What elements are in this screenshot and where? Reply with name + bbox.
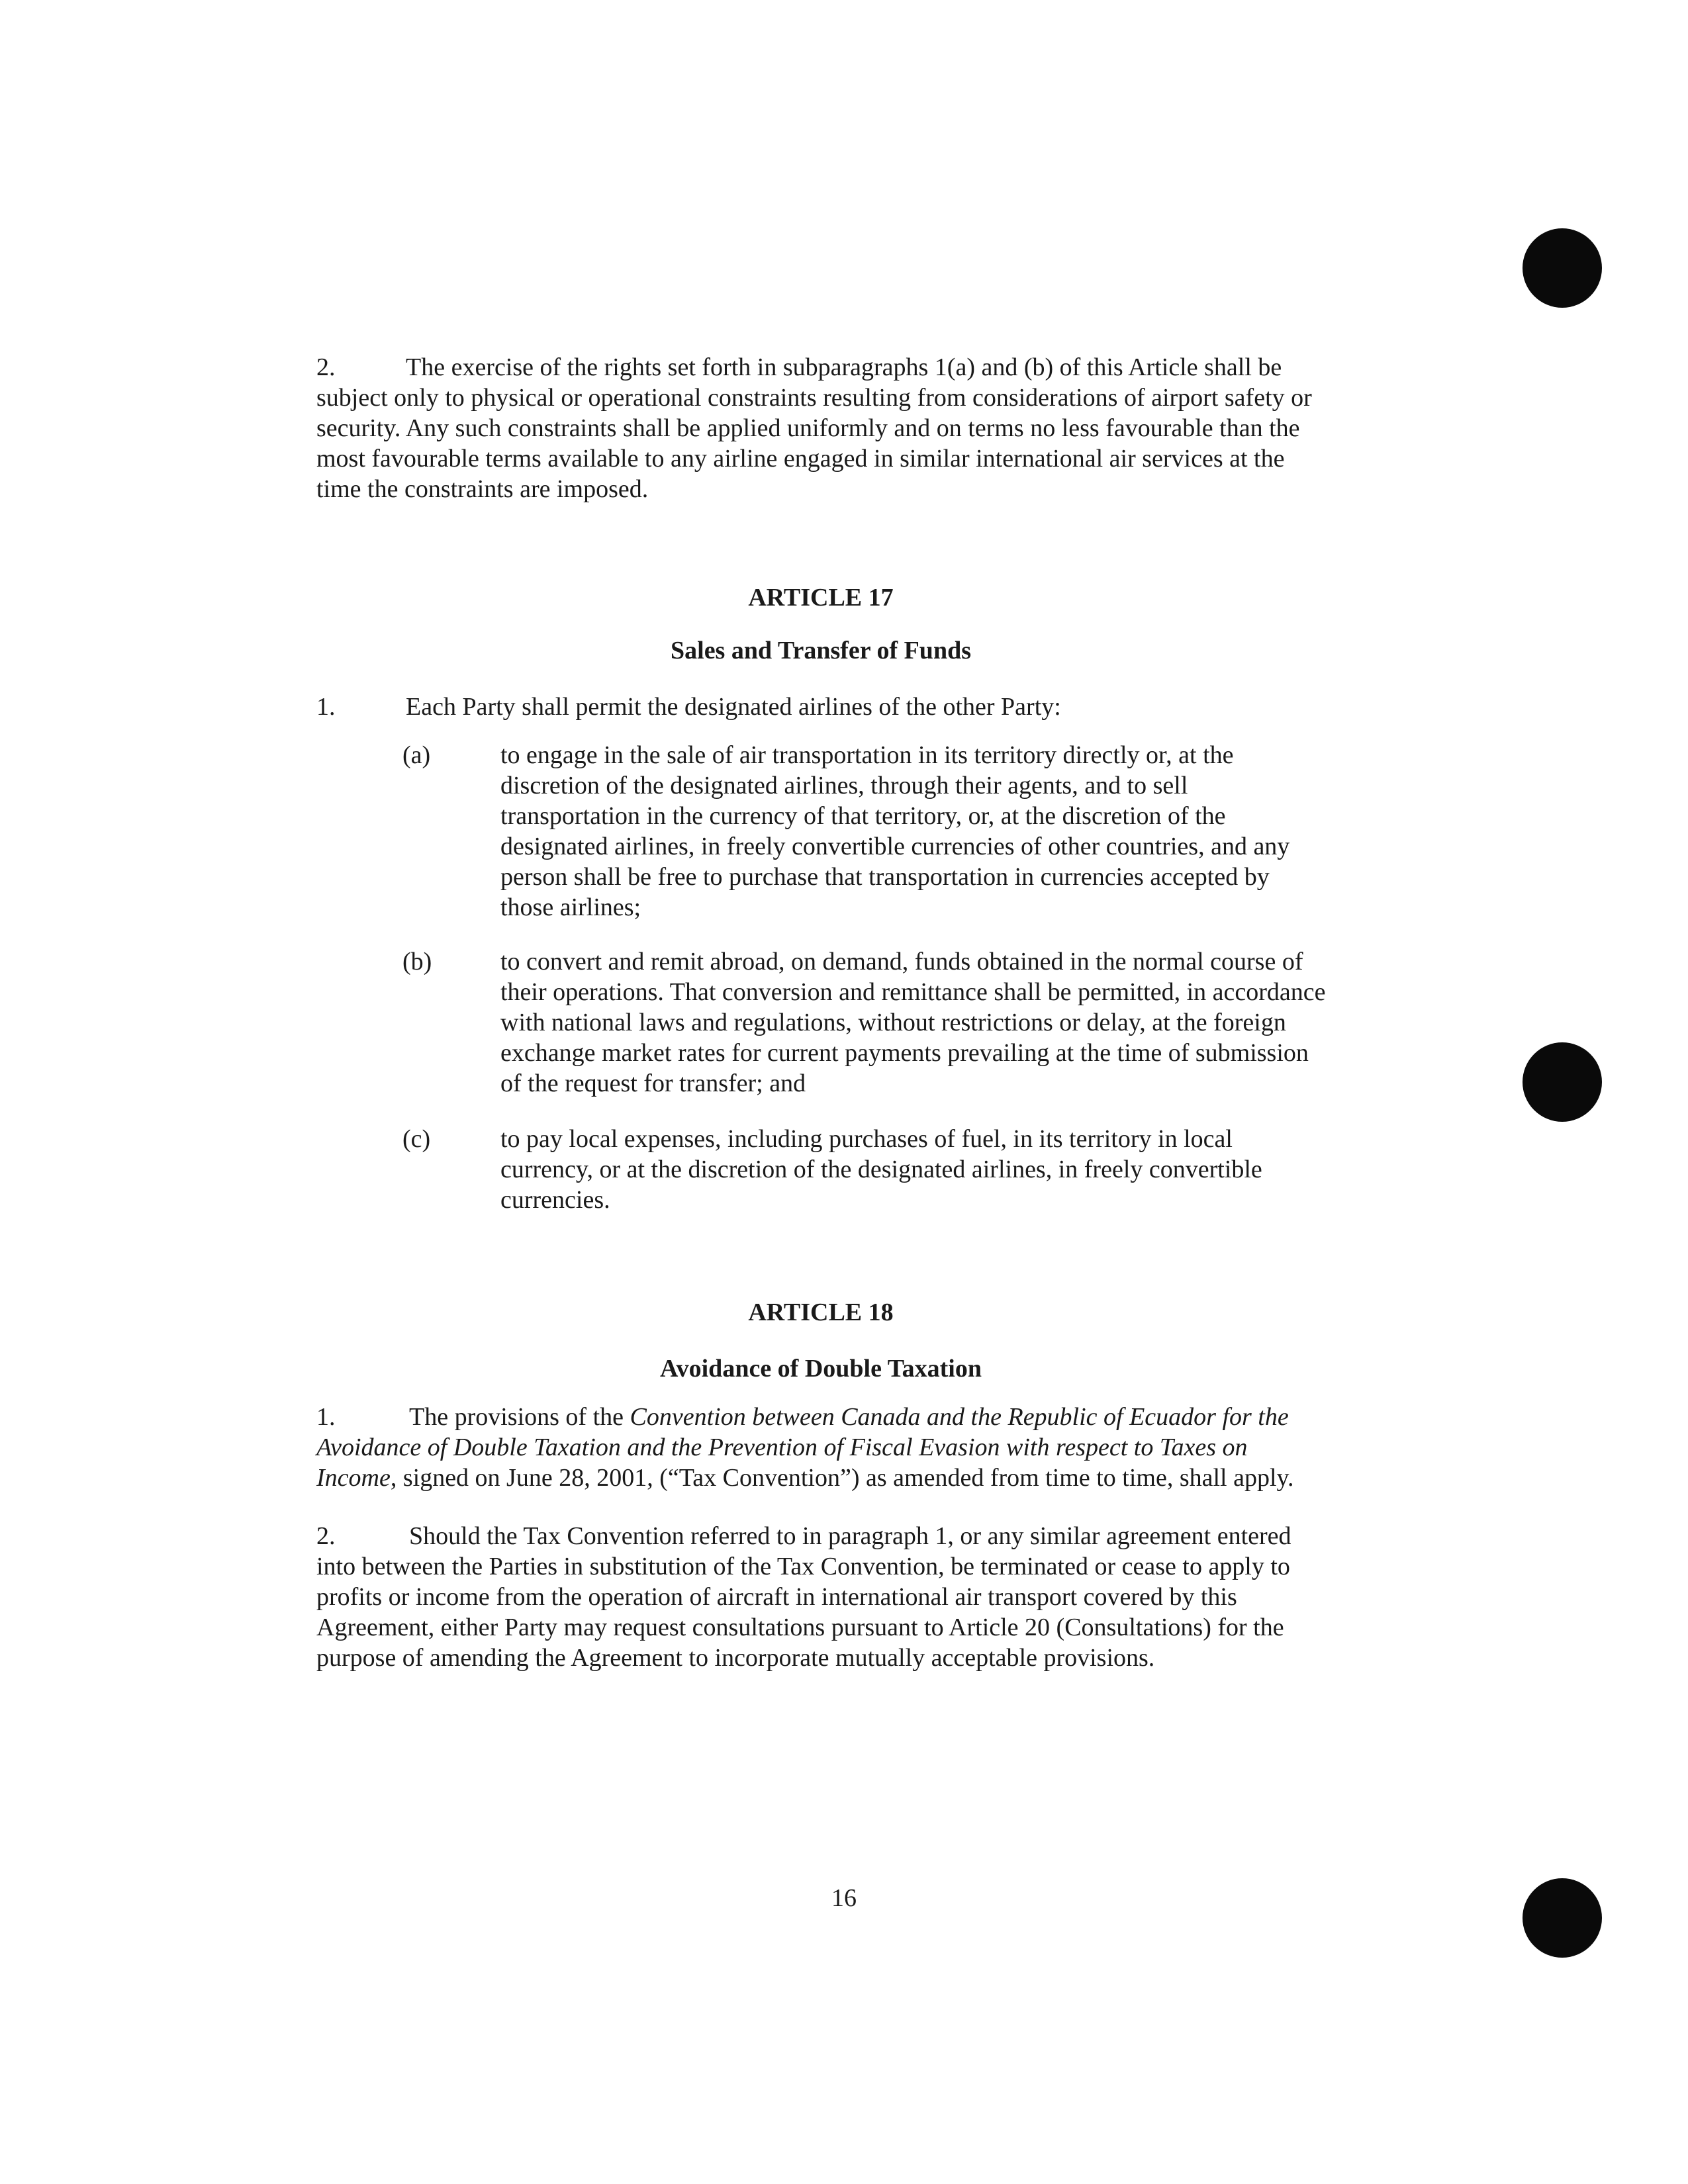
paragraph-text-after: , signed on June 28, 2001, (“Tax Convention”) as amended from time to time, shall apply. — [390, 1464, 1294, 1492]
subparagraph-text: to engage in the sale of air transportation in its territory directly or, at the discretion of the designated airlines, through their agents, and to sell transportation in the currency of that territory, or, at the discretion of the designated airlines, in freely convertible currencies of other countries, and any person shall be free to purchase that transportation in currencies accepted by those airlines; — [500, 741, 1290, 921]
paragraph-number: 1. — [316, 693, 336, 721]
punch-hole — [1523, 1042, 1602, 1122]
paragraph-text: Should the Tax Convention referred to in paragraph 1, or any similar agreement entered into between the Parties in substitution of the Tax Convention, be terminated or cease to apply to profits or income from the operation of aircraft in international air transport covered by this Agreement, either Party may request consultations pursuant to Article 20 (Consultations) for the purpose of amending the Agreement to incorporate mutually acceptable provisions. — [316, 1522, 1291, 1672]
punch-hole — [1523, 228, 1602, 308]
article17-title: ARTICLE 17 — [748, 584, 894, 612]
article18-title: ARTICLE 18 — [748, 1298, 894, 1326]
convention-title: Convention between Canada and the Republic of Ecuador for the Avoidance of Double Taxation and the Prevention of Fiscal Evasion with respect to Taxes on Income — [316, 1403, 1289, 1492]
paragraph-number: 2. — [316, 1522, 336, 1550]
article18-subtitle: Avoidance of Double Taxation — [660, 1355, 982, 1383]
article18-paragraph-2 — [316, 1521, 1326, 1673]
article16-paragraph-2 — [316, 352, 1326, 504]
subparagraph-label: (c) — [402, 1125, 431, 1153]
article17-subtitle: Sales and Transfer of Funds — [671, 637, 971, 664]
subparagraph-text: to pay local expenses, including purchases of fuel, in its territory in local currency, or at the discretion of the designated airlines, in freely convertible currencies. — [500, 1125, 1262, 1214]
subparagraph-label: (a) — [402, 741, 431, 769]
paragraph-number: 2. — [316, 353, 336, 381]
article18-paragraph-1 — [316, 1402, 1326, 1493]
page-number: 16 — [831, 1884, 857, 1912]
subparagraph-label: (b) — [402, 948, 432, 976]
paragraph-text: The exercise of the rights set forth in subparagraphs 1(a) and (b) of this Article shall be subject only to physical or operational constraints resulting from considerations of airport safety or security. Any such constraints shall be applied uniformly and on terms no less favourable than the most favourable terms available to any airline engaged in similar international air services at the time the constraints are imposed. — [316, 353, 1312, 503]
paragraph-number: 1. — [316, 1403, 336, 1431]
paragraph-text: Each Party shall permit the designated airlines of the other Party: — [406, 693, 1061, 721]
subparagraph-text: to convert and remit abroad, on demand, funds obtained in the normal course of their operations. That conversion and remittance shall be permitted, in accordance with national laws and regulations, without restrictions or delay, at the foreign exchange market rates for current payments prevailing at the time of submission of the request for transfer; and — [500, 948, 1326, 1097]
paragraph-text-before: The provisions of the — [409, 1403, 630, 1431]
